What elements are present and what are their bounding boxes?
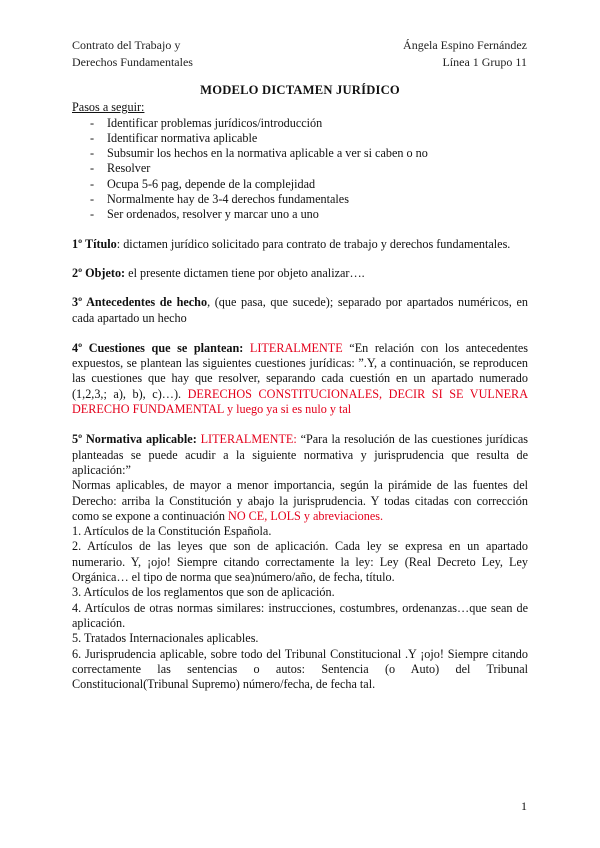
header-course-line1: Contrato del Trabajo y (72, 38, 181, 52)
header-course-line2: Derechos Fundamentales (72, 55, 193, 69)
section-title (72, 237, 528, 252)
section-heading: 5º Normativa aplicable: (72, 432, 197, 447)
list-item: - Ser ordenados, resolver y marcar uno a uno (90, 207, 528, 222)
section-text: Normas aplicables, de mayor a menor importancia, según la pirámide de las fuentes del Derecho: arriba la Constitución y abajo la jurisprudencia. Y todas citadas con corrección como se expone a continuación (72, 478, 528, 523)
section-questions (72, 341, 528, 417)
header-author: Ángela Espino Fernández (403, 38, 527, 52)
section-text: : dictamen jurídico solicitado para contrato de trabajo y derechos fundamentales. (116, 236, 511, 251)
section-heading: 3º Antecedentes de hecho (72, 295, 208, 310)
section-text: “En relación con los antecedentes expuestos, se plantean las siguientes cuestiones jurídicas: ”.Y, a continuación, se reproducen las cuestiones que hay que resolver, separando cada cuestión en un apartado numerado (1,2,3,; a), b), c)…). (72, 340, 528, 401)
section-text: , (que pasa, que sucede); separado por apartados numéricos, en cada apartado un hecho (72, 295, 528, 325)
list-item: - Normalmente hay de 3-4 derechos fundamentales (90, 192, 528, 207)
section-text: “Para la resolución de las cuestiones jurídicas planteadas se puede acudir a la siguiente normativa y jurisprudencia que resulta de aplicación:” (72, 432, 528, 477)
list-item: - Identificar normativa aplicable (90, 131, 528, 146)
list-item: 1. Artículos de la Constitución Española. (72, 524, 272, 539)
header-group: Línea 1 Grupo 11 (442, 55, 527, 69)
section-heading: 1º Título (72, 236, 117, 251)
list-item: 4. Artículos de otras normas similares: instrucciones, costumbres, ordenanzas…que sean de aplicación. (72, 600, 528, 630)
list-item: 6. Jurisprudencia aplicable, sobre todo del Tribunal Constitucional .Y ¡ojo! Siempre citando correctamente las sentencias o autos: Sentencia (o Auto) del Tribunal Constitucional(Tribunal Supremo) número/fecha, de fecha tal. (72, 646, 528, 692)
red-note: NO CE, LOLS y abreviaciones. (228, 508, 384, 523)
steps-list (72, 116, 528, 223)
list-item: - Identificar problemas jurídicos/introducción (90, 116, 528, 131)
list-item: - Ocupa 5-6 pag, depende de la complejidad (90, 177, 528, 192)
header-right (403, 37, 527, 71)
section-object (72, 266, 528, 281)
literal-note: LITERALMENTE: (196, 432, 297, 447)
section-heading: 2º Objeto: (72, 265, 126, 280)
steps-label: Pasos a seguir: (72, 100, 145, 115)
section-text: el presente dictamen tiene por objeto analizar…. (125, 265, 365, 280)
list-item: - Resolver (90, 161, 528, 176)
section-facts (72, 295, 528, 326)
red-note: DERECHOS CONSTITUCIONALES, DECIR SI SE VULNERA DERECHO FUNDAMENTAL y luego ya si es nulo y tal (72, 386, 528, 417)
header-left (72, 37, 193, 71)
section-heading: 4º Cuestiones que se plantean: (72, 340, 244, 355)
page-number: 1 (521, 799, 527, 813)
list-item: 3. Artículos de los reglamentos que son de aplicación. (72, 585, 335, 600)
list-item: - Subsumir los hechos en la normativa aplicable a ver si caben o no (90, 146, 528, 161)
regulations-intro (72, 478, 528, 524)
list-item: 2. Artículos de las leyes que son de aplicación. Cada ley se expresa en un apartado numerario. Y, ¡ojo! Siempre citando correctamente la ley: Ley (Real Decreto Ley, Ley Orgánica… el tipo de norma que sea)número/año, de fecha, título. (72, 539, 528, 585)
section-regulations (72, 432, 528, 478)
list-item: 5. Tratados Internacionales aplicables. (72, 631, 259, 646)
document-title: MODELO DICTAMEN JURÍDICO (200, 83, 400, 97)
document-body (72, 83, 528, 692)
literal-note: LITERALMENTE (243, 340, 343, 355)
